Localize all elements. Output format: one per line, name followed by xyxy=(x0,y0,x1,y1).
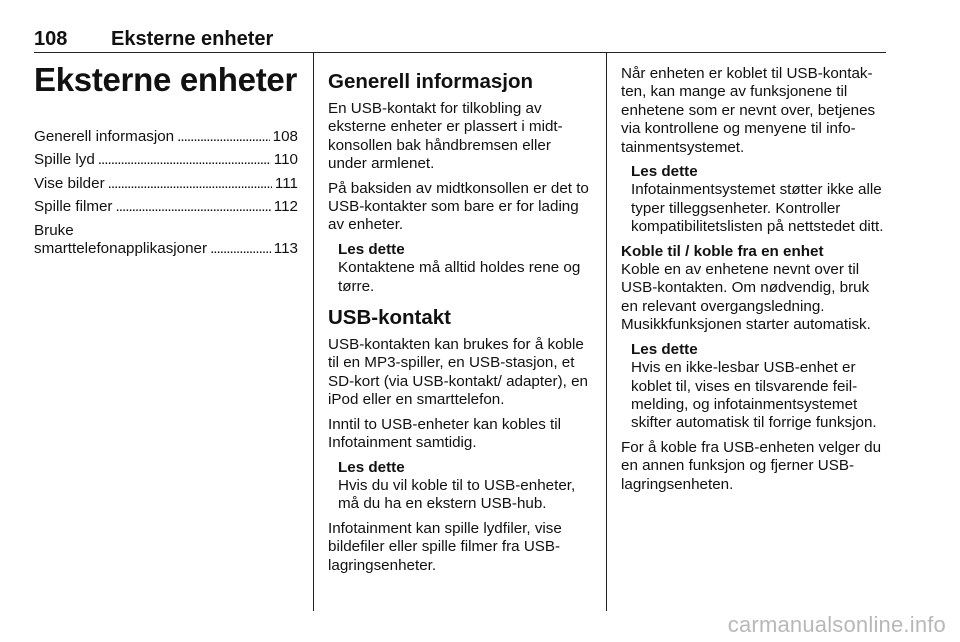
note-box xyxy=(338,241,590,296)
toc-page: 112 xyxy=(273,198,298,216)
toc-entry[interactable] xyxy=(34,198,298,216)
toc-label-line1: Bruke xyxy=(34,221,74,239)
page-number: 108 xyxy=(34,28,68,50)
table-of-contents xyxy=(34,128,298,258)
chapter-title: Eksterne enheter xyxy=(34,61,297,98)
note-title: Les dette xyxy=(338,240,405,258)
toc-page: 111 xyxy=(274,174,298,192)
toc-leader xyxy=(210,240,271,258)
toc-label: Spille lyd xyxy=(34,151,95,169)
watermark: carmanualsonline.info xyxy=(727,612,946,637)
note-title: Les dette xyxy=(631,340,698,358)
note-text: Kontaktene må alltid holdes rene og tørre. xyxy=(338,259,581,295)
toc-label-line2: smarttelefonapplikasjoner xyxy=(34,240,208,258)
toc-leader xyxy=(108,175,272,193)
note-box xyxy=(338,459,590,514)
toc-label: Spille filmer xyxy=(34,198,113,216)
column-1 xyxy=(34,56,298,263)
toc-entry[interactable] xyxy=(34,128,298,146)
note-title: Les dette xyxy=(631,163,698,181)
toc-leader xyxy=(177,128,270,146)
paragraph: Infotainment kan spille lydfiler, vise bildefiler eller spille filmer fra USB-lagringsenheter. xyxy=(328,519,562,574)
toc-page: 113 xyxy=(273,240,298,258)
paragraph: Musikkfunksjonen starter automatisk. xyxy=(621,316,871,334)
page-header xyxy=(34,28,886,50)
toc-entry[interactable] xyxy=(34,151,298,169)
paragraph: For å koble fra USB-enheten velger du en annen funksjon og fjerner USB-lagringsenheten. xyxy=(621,438,882,493)
toc-entry[interactable] xyxy=(34,175,298,193)
note-text: Infotainmentsystemet støtter ikke alle typer tilleggsenheter. Kontroller kompatibilitetslisten på nettstedet ditt. xyxy=(631,181,884,236)
column-divider-2 xyxy=(606,53,607,611)
section-heading-connect: Koble til / koble fra en enhet xyxy=(621,242,824,260)
paragraph: USB-kontakten kan brukes for å koble til en MP3-spiller, en USB-stasjon, et SD-kort (via USB-kontakt/ adapter), en iPod eller en smarttelefon. xyxy=(328,336,588,409)
paragraph: På baksiden av midtkonsollen er det to USB-kontakter som bare er for lading av enheter. xyxy=(328,179,589,234)
toc-page: 108 xyxy=(272,128,298,145)
column-2 xyxy=(328,56,590,581)
note-text: Hvis du vil koble til to USB-enheter, må du ha en ekstern USB-hub. xyxy=(338,476,576,513)
note-box xyxy=(631,341,887,433)
paragraph: Når enheten er koblet til USB-kontakten, kan mange av funksjonene til enhetene som er nevnt over, betjenes via kontrollene og menyene til infotainmentsystemet. xyxy=(621,65,876,156)
section-heading-usb: USB-kontakt xyxy=(328,306,452,330)
toc-leader xyxy=(116,198,271,216)
note-text: Hvis en ikke-lesbar USB-enhet er koblet til, vises en tilsvarende feilmelding, og infotainmentsystemet skifter automatisk til forrige funksjon. xyxy=(631,359,877,432)
toc-label: Generell informasjon xyxy=(34,128,175,145)
toc-label: Vise bilder xyxy=(34,174,105,192)
toc-entry[interactable] xyxy=(34,222,298,259)
header-rule xyxy=(34,52,886,53)
toc-page: 110 xyxy=(273,151,298,169)
column-divider-1 xyxy=(313,53,314,611)
note-box xyxy=(631,163,887,237)
paragraph: En USB-kontakt for tilkobling av eksterne enheter er plassert i midtkonsollen bak håndbremsen eller under armlenet. xyxy=(328,100,563,173)
column-3 xyxy=(621,56,887,500)
running-title: Eksterne enheter xyxy=(111,28,274,50)
toc-leader xyxy=(98,151,271,169)
section-heading-general: Generell informasjon xyxy=(328,70,534,93)
paragraph: Koble en av enhetene nevnt over til USB-kontakten. Om nødvendig, bruk en relevant overgangsledning. xyxy=(621,261,870,315)
paragraph: Inntil to USB-enheter kan kobles til Infotainment samtidig. xyxy=(328,415,561,452)
note-title: Les dette xyxy=(338,458,405,476)
